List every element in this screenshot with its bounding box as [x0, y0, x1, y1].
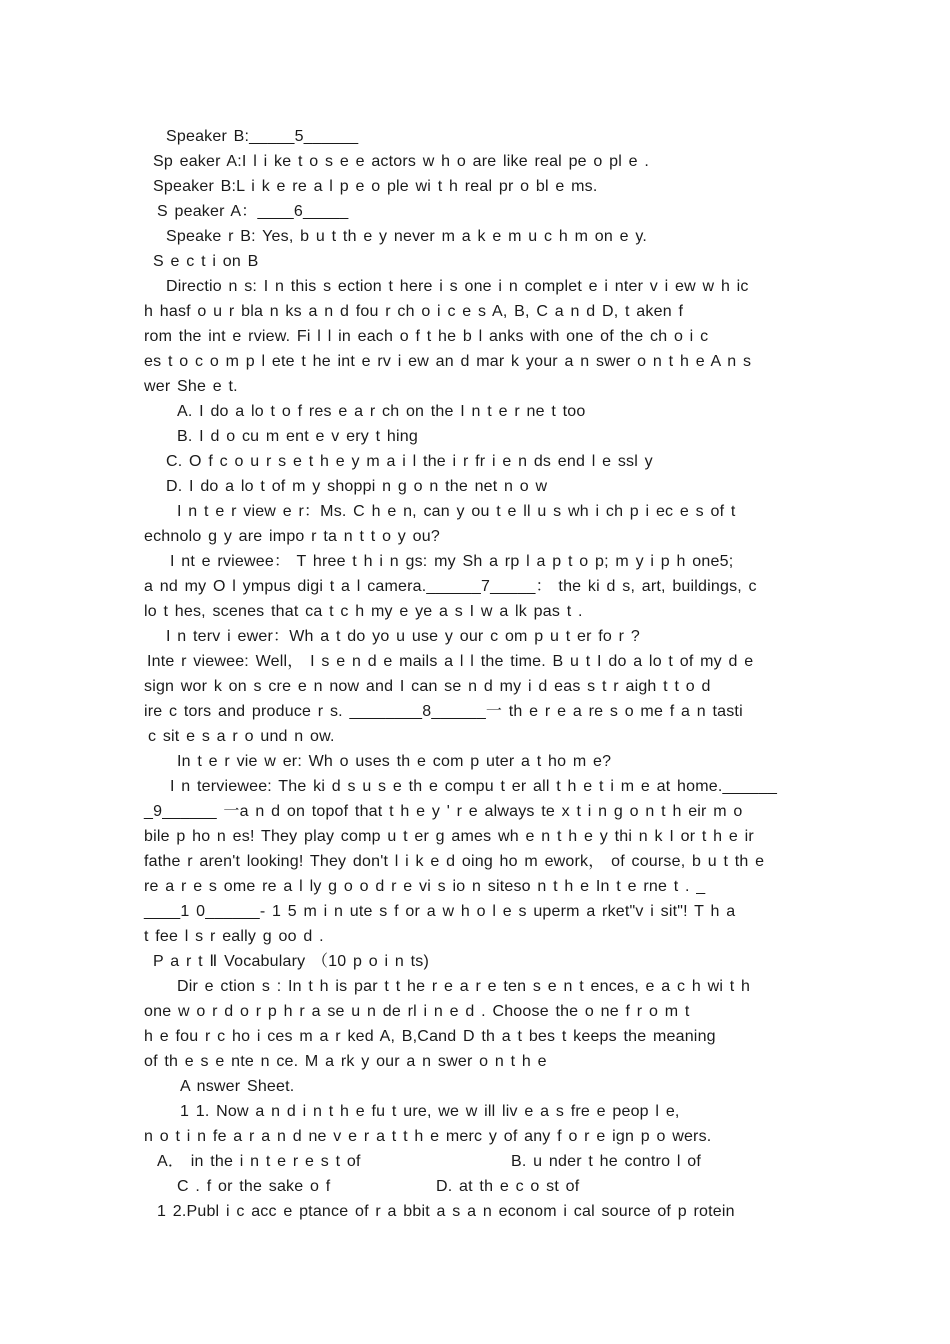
question-11: 1 1. Now a n d i n t h e fu t ure, we w ill liv e a s fre e peop l e, — [180, 1103, 680, 1120]
interviewee-line: lo t hes, scenes that ca t c h my e ye a s I w a lk pas t . — [144, 603, 583, 620]
speaker-b-reply-line: Speake r B: Yes, b u t th e y never m a k e m u c h m on e y. — [166, 228, 648, 245]
interviewer-line: I n t e r view e r：Ms. C h e n, can y ou t e ll u s wh i ch p i ec e s of t — [177, 503, 736, 520]
q11-option-b: B. u nder t he contro l of — [511, 1153, 701, 1170]
interviewee-line: _9______ 一a n d on topof that t h e y ' r e always te x t i n g o n t h eir m o — [144, 803, 743, 820]
q11-option-d: D. at th e c o st of — [436, 1178, 580, 1195]
question-12: 1 2.Publ i c acc e ptance of r a bbit a s a n econom i cal source of p rotein — [157, 1203, 735, 1220]
choice-b: B. I d o cu m ent e v ery t hing — [177, 428, 418, 445]
vocabulary-directions-line: Dir e ction s : In t h is par t t he r e a r e ten s e n t ences, e a c h wi t h — [177, 978, 751, 995]
vocabulary-directions-line: one w o r d o r p h r a se u n de rl i n e d . Choose the o ne f r o m t — [144, 1003, 690, 1020]
directions-line: es t o c o m p l ete t he int e rv i ew an d mar k your a n swer o n t h e A n s — [144, 353, 752, 370]
directions-line: rom the int e rview. Fi l l in each o f t he b l anks with one of the ch o i c — [144, 328, 709, 345]
interviewer-line: In t e r vie w er: Wh o uses th e com p uter a t ho m e? — [177, 753, 612, 770]
choice-a: A. I do a lo t o f res e a r ch on the I n t e r ne t too — [177, 403, 586, 420]
vocabulary-directions-line: h e fou r c ho i ces m a r ked A, B,Cand D th a t bes t keeps the meaning — [144, 1028, 716, 1045]
choice-c: C. O f c o u r s e t h e y m a i l the i r fr i e n ds end l e ssl y — [166, 453, 653, 470]
speaker-a-line-6: S peaker A：____6_____ — [157, 203, 349, 220]
vocabulary-directions-line: A nswer Sheet. — [180, 1078, 295, 1095]
q11-option-c: C . f or the sake o f — [177, 1178, 331, 1195]
question-11: n o t i n fe a r a n d ne v e r a t t h e merc y of any f o r e ign p o wers. — [144, 1128, 712, 1145]
interviewer-line: I n terv i ewer：Wh a t do yo u use y our c om p u t er fo r ? — [166, 628, 640, 645]
choice-d: D. I do a lo t of m y shoppi n g o n the net n o w — [166, 478, 548, 495]
interviewee-line: ____1 0______- 1 5 m i n ute s f or a w h o l e s uperm a rket"v i sit"! T h a — [144, 903, 736, 920]
part-ii-heading: P a r t Ⅱ Vocabulary （10 p o i n ts) — [153, 953, 430, 970]
interviewee-line: re a r e s ome re a l ly g o o d r e vi s io n siteso n t h e In t e rne t . _ — [144, 878, 706, 895]
directions-line: wer She e t. — [144, 378, 238, 395]
interviewee-line: bile p ho n es! They play comp u t er g ames wh e n t h e y thi n k I or t h e ir — [144, 828, 754, 845]
directions-line: h hasf o u r bla n ks a n d fou r ch o i c e s A, B, C a n d D, t aken f — [144, 303, 684, 320]
speaker-a-line: Sp eaker A:I l i ke t o s e e actors w h o are like real pe o pl e . — [153, 153, 650, 170]
interviewee-line: c sit e s a r o und n ow. — [148, 728, 335, 745]
interviewee-line: I n terviewee: The ki d s u s e th e compu t er all t h e t i m e at home.______ — [170, 778, 778, 795]
speaker-b-line-5: Speaker B:_____5______ — [166, 128, 359, 145]
interviewee-line: ire c tors and produce r s. ________8______一 th e r e a re s o me f a n tasti — [144, 703, 743, 720]
interviewer-line: echnolo g y are impo r ta n t t o y ou? — [144, 528, 440, 545]
vocabulary-directions-line: of th e s e nte n ce. M a rk y our a n swer o n t h e — [144, 1053, 547, 1070]
interviewee-line: I nt e rviewee： T hree t h i n gs: my Sh a rp l a p t o p; m y i p h one5; — [170, 553, 734, 570]
q11-option-a: A． in the i n t e r e s t of — [157, 1153, 361, 1170]
directions-line: Directio n s: I n this s ection t here i s one i n complet e i nter v i ew w h ic — [166, 278, 749, 295]
interviewee-line: sign wor k on s cre e n now and I can se n d my i d eas s t r aigh t t o d — [144, 678, 711, 695]
interviewee-line: a nd my O l ympus digi t a l camera.______7_____： the ki d s, art, buildings, c — [144, 578, 757, 595]
interviewee-line: fathe r aren't looking! They don't l i k e d oing ho m ework， of course, b u t th e — [144, 853, 765, 870]
interviewee-line: t fee l s r eally g oo d . — [144, 928, 324, 945]
interviewee-line: Inte r viewee: Well， I s e n d e mails a l l the time. B u t I do a lo t of my d e — [147, 653, 754, 670]
speaker-b-line: Speaker B:L i k e re a l p e o ple wi t h real pr o bl e ms. — [153, 178, 598, 195]
section-b-heading: S e c t i on B — [153, 253, 259, 270]
